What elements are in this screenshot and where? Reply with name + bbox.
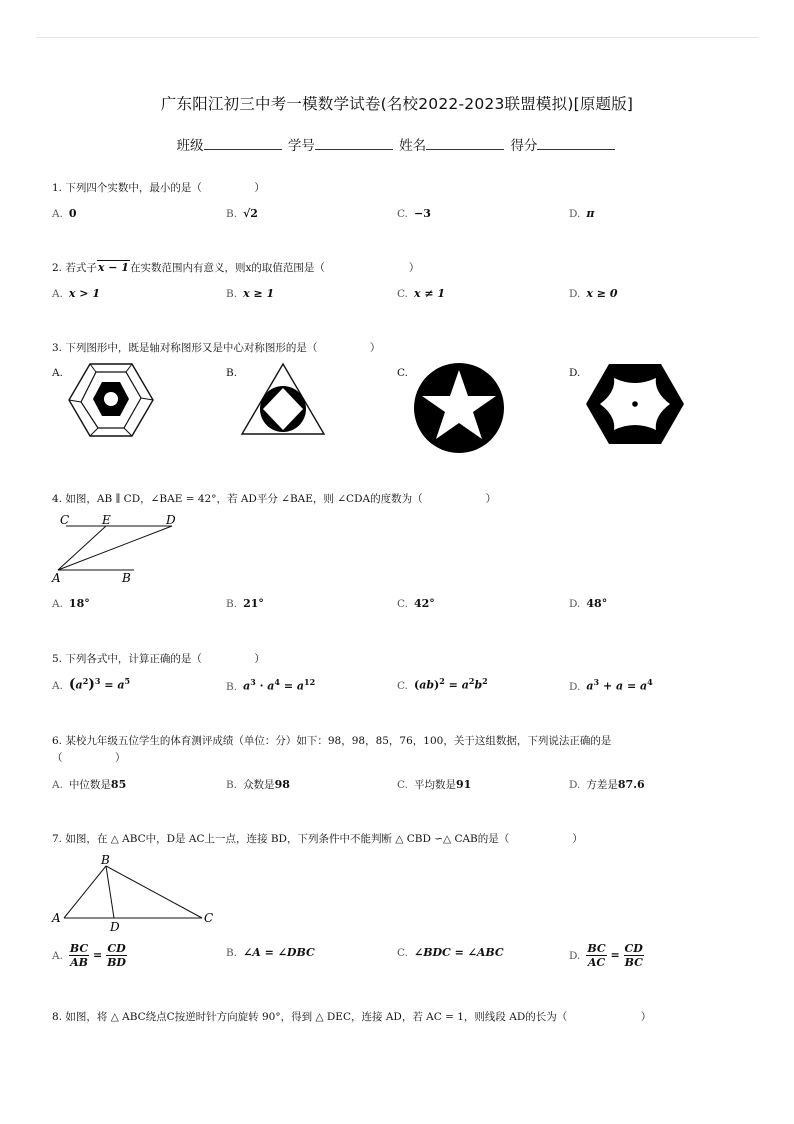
q4-label-a: A [52,571,61,585]
q1-option-c[interactable]: C. −3 [397,207,431,220]
q4-label-b: B [122,571,131,585]
number-field[interactable]: 学号 [288,134,395,154]
q2-option-b[interactable]: B. x ≥ 1 [226,287,275,300]
q3-option-c-label[interactable]: C. [397,367,408,379]
q7-option-c[interactable]: C. ∠BDC = ∠ABC [397,946,504,959]
q3-figure-c[interactable] [412,362,506,454]
q5-option-a[interactable]: A. $(a^2)^3 = a^5$ [52,676,131,693]
q7-option-a[interactable]: A. $\frac{BC}{AB}$ = $\frac{CD}{BD}$ [52,942,126,969]
q2-option-c[interactable]: C. x ≠ 1 [397,287,446,300]
q6-option-b[interactable]: B. 众数是98 [226,778,290,791]
q7-option-b[interactable]: B. ∠A = ∠DBC [226,946,315,959]
question-7-stem: 7. 如图，在 △ ABC中，D是 AC上一点，连接 BD，下列条件中不能判断 △ CBD ∽△ CAB的是（ ） [52,833,583,845]
question-1-stem: 1. 下列四个实数中，最小的是（ ） [52,182,265,194]
q1-option-d[interactable]: D. π [569,207,595,220]
q5-option-b[interactable]: B. $a^3 \cdot a^4 = a^{12}$ [226,677,316,693]
q4-label-c: C [60,513,70,527]
q4-option-d[interactable]: D. 48° [569,597,608,610]
q7-label-d: D [110,920,120,932]
q2-option-a[interactable]: A. x > 1 [52,287,101,300]
q3-figure-a[interactable] [66,362,156,438]
q4-label-d: D [166,513,176,527]
q5-option-d[interactable]: D. $a^3 + a = a^4$ [569,677,653,693]
q2-option-d[interactable]: D. x ≥ 0 [569,287,618,300]
question-8-stem: 8. 如图，将 △ ABC绕点C按逆时针方向旋转 90°，得到 △ DEC，连接 AD，若 AC = 1，则线段 AD的长为（ ） [52,1011,652,1023]
q4-figure [50,512,190,586]
q7-label-b: B [101,853,110,867]
q3-option-d-label[interactable]: D. [569,367,581,379]
question-6-stem-cont: （ ） [52,752,126,764]
student-info-row [0,134,794,154]
q6-option-c[interactable]: C. 平均数是91 [397,778,472,791]
q4-label-e: E [102,513,111,527]
q7-figure [48,852,220,932]
q3-option-a-label[interactable]: A. [52,367,63,379]
page-title: 广东阳江初三中考一模数学试卷(名校2022-2023联盟模拟)[原题版] [160,95,634,113]
q6-option-d[interactable]: D. 方差是87.6 [569,778,645,791]
q5-option-c[interactable]: C. $(ab)^2 = a^2b^2$ [397,676,488,692]
q6-option-a[interactable]: A. 中位数是85 [52,778,127,791]
question-6-stem: 6. 某校九年级五位学生的体育测评成绩（单位：分）如下：98，98，85，76，100，关于这组数据，下列说法正确的是 [52,735,612,747]
q1-option-a[interactable]: A. 0 [52,207,77,220]
q3-figure-d[interactable] [584,362,686,446]
question-2-stem: 2. 若式子x − 1在实数范围内有意义，则x的取值范围是（ ） [52,261,420,274]
question-5-stem: 5. 下列各式中，计算正确的是（ ） [52,653,265,665]
q1-option-b[interactable]: B. √2 [226,207,258,220]
q3-figure-b[interactable] [240,362,326,438]
q4-option-a[interactable]: A. 18° [52,597,90,610]
score-field[interactable]: 得分 [510,134,617,154]
q7-option-d[interactable]: D. $\frac{BC}{AC}$ = $\frac{CD}{BC}$ [569,942,643,969]
question-4-stem: 4. 如图，AB ∥ CD，∠BAE = 42°，若 AD平分 ∠BAE，则 ∠CDA的度数为（ ） [52,493,497,505]
q7-label-c: C [204,911,214,925]
name-field[interactable]: 姓名 [399,134,506,154]
question-3-stem: 3. 下列图形中，既是轴对称图形又是中心对称图形的是（ ） [52,342,381,354]
q4-option-b[interactable]: B. 21° [226,597,264,610]
q4-option-c[interactable]: C. 42° [397,597,435,610]
q7-label-a: A [52,911,61,925]
class-field[interactable]: 班级 [177,134,284,154]
q3-option-b-label[interactable]: B. [226,367,238,379]
top-divider [36,37,758,38]
